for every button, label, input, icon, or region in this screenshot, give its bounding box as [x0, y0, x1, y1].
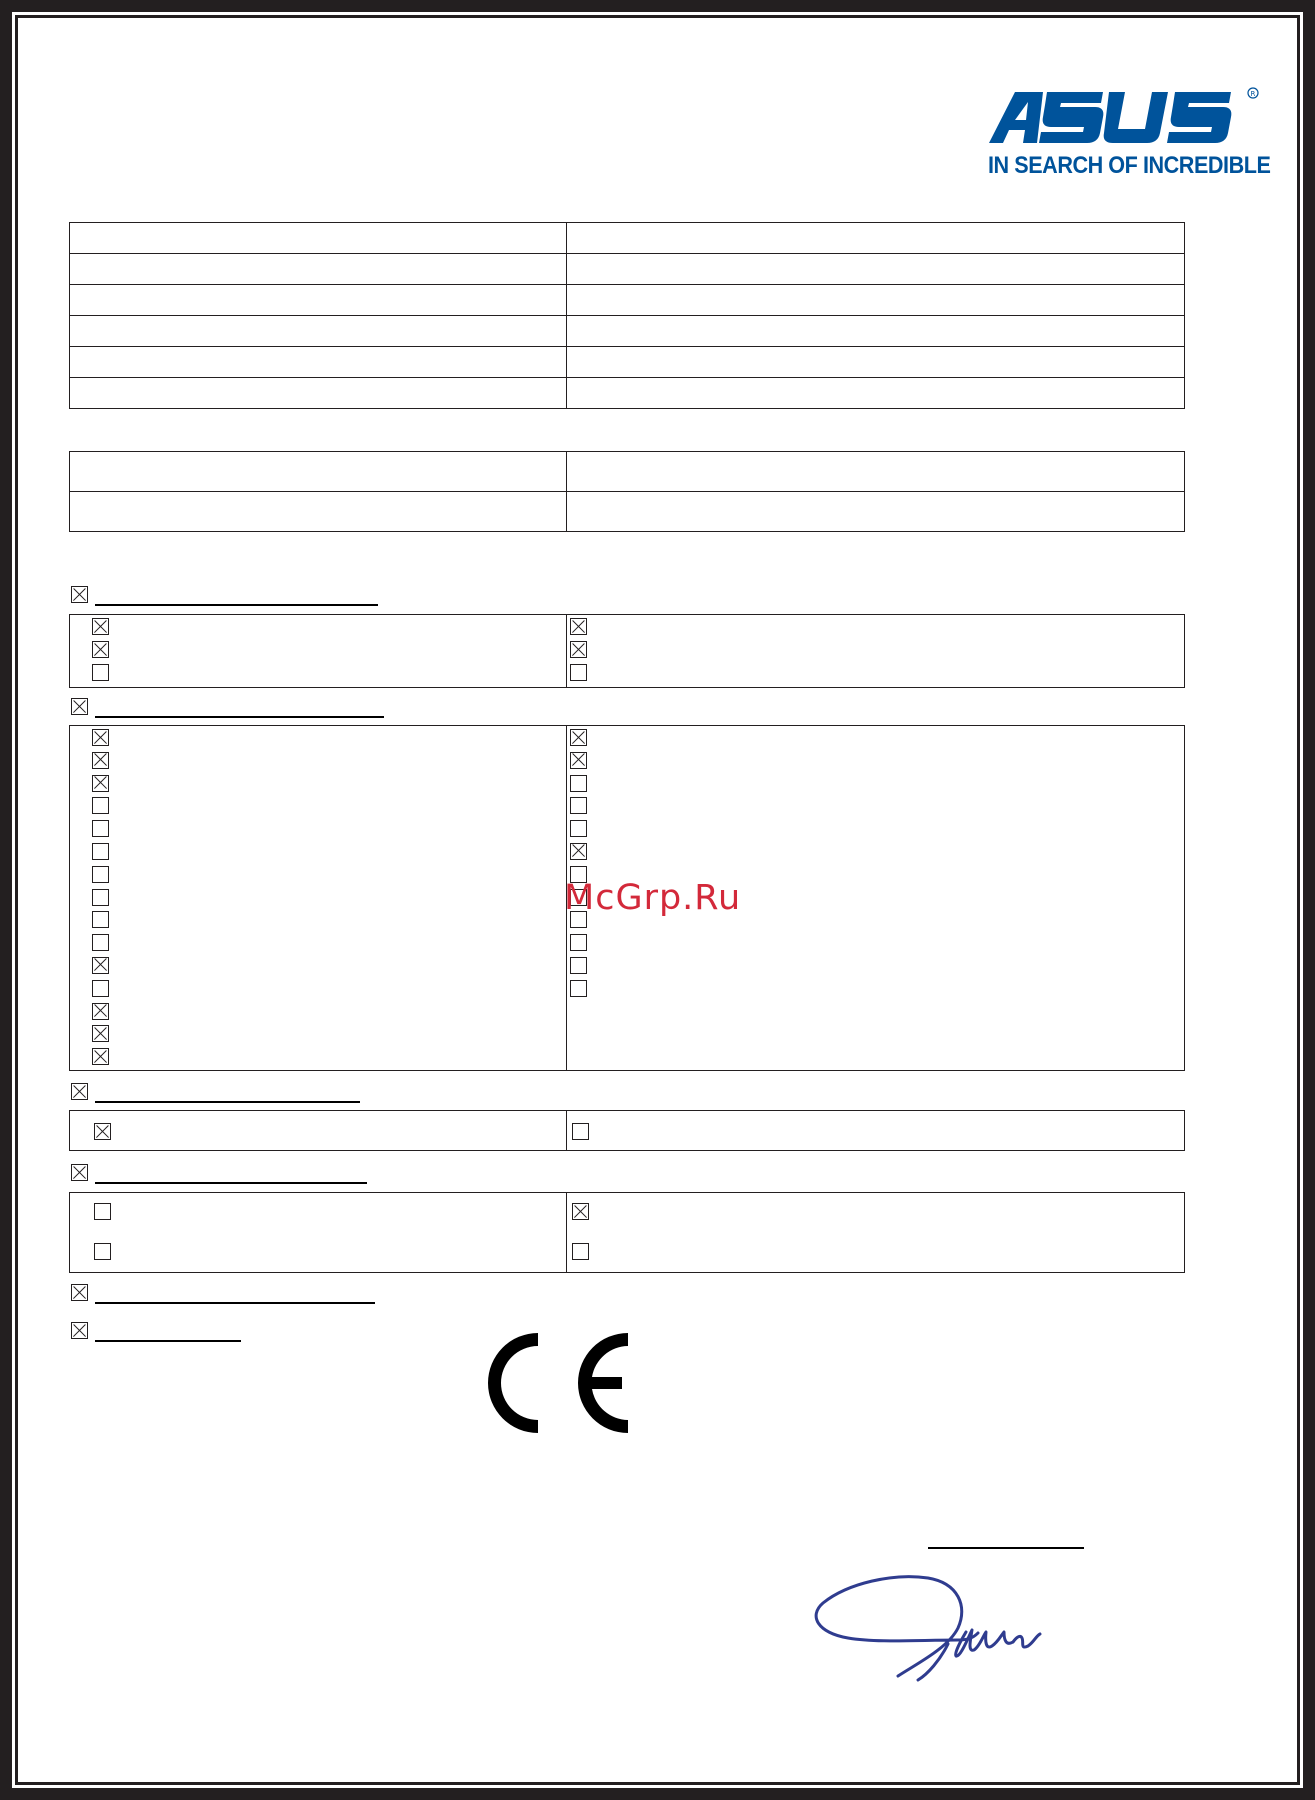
table-row [70, 492, 1185, 532]
section-1-checkbox[interactable] [71, 586, 88, 603]
checkbox[interactable] [572, 1123, 589, 1140]
section-4-table [69, 1192, 1185, 1273]
checkbox[interactable] [92, 618, 109, 635]
checkbox[interactable] [92, 820, 109, 837]
logo-tagline: IN SEARCH OF INCREDIBLE [988, 152, 1271, 179]
checkbox[interactable] [92, 664, 109, 681]
table-row [70, 285, 1185, 316]
checkbox[interactable] [92, 866, 109, 883]
section-4-title-line [95, 1182, 367, 1184]
checkbox[interactable] [92, 1025, 109, 1042]
checkbox[interactable] [94, 1123, 111, 1140]
checkbox[interactable] [92, 641, 109, 658]
checkbox[interactable] [570, 775, 587, 792]
checkbox[interactable] [570, 957, 587, 974]
section-5-title-line [95, 1302, 375, 1304]
section-3-table [69, 1110, 1185, 1151]
checkbox[interactable] [94, 1203, 111, 1220]
checkbox[interactable] [92, 729, 109, 746]
section-2-title-line [95, 716, 384, 718]
checkbox[interactable] [92, 775, 109, 792]
checkbox[interactable] [570, 664, 587, 681]
checkbox[interactable] [570, 618, 587, 635]
checkbox[interactable] [570, 934, 587, 951]
section-6-checkbox[interactable] [71, 1322, 88, 1339]
checkbox[interactable] [572, 1203, 589, 1220]
checkbox[interactable] [92, 752, 109, 769]
svg-text:R: R [1250, 90, 1256, 98]
info-table [69, 222, 1185, 409]
checkbox[interactable] [570, 729, 587, 746]
watermark: McGrp.Ru [564, 878, 742, 918]
section-1-table [69, 614, 1185, 688]
section-3-title-line [95, 1101, 360, 1103]
checkbox[interactable] [94, 1243, 111, 1260]
table-row [70, 378, 1185, 409]
section-1-right-options [567, 615, 1184, 681]
checkbox[interactable] [570, 980, 587, 997]
table-row [70, 223, 1185, 254]
checkbox[interactable] [570, 641, 587, 658]
checkbox[interactable] [570, 752, 587, 769]
table-row [70, 254, 1185, 285]
declaration-table [69, 451, 1185, 532]
checkbox[interactable] [92, 1048, 109, 1065]
section-3-checkbox[interactable] [71, 1083, 88, 1100]
signature-date-line [928, 1547, 1084, 1549]
checkbox[interactable] [572, 1243, 589, 1260]
signature-image [808, 1568, 1063, 1698]
table-row [70, 347, 1185, 378]
checkbox[interactable] [570, 843, 587, 860]
checkbox[interactable] [92, 911, 109, 928]
checkbox[interactable] [92, 934, 109, 951]
section-2-left-options [70, 726, 566, 1065]
checkbox[interactable] [570, 820, 587, 837]
ce-mark-icon [478, 1330, 630, 1436]
section-2-checkbox[interactable] [71, 698, 88, 715]
checkbox[interactable] [92, 889, 109, 906]
table-row [70, 452, 1185, 492]
checkbox[interactable] [92, 957, 109, 974]
section-1-left-options [70, 615, 566, 681]
checkbox[interactable] [92, 843, 109, 860]
checkbox[interactable] [92, 1003, 109, 1020]
section-5-checkbox[interactable] [71, 1284, 88, 1301]
section-2-right-options [567, 726, 1184, 997]
section-4-checkbox[interactable] [71, 1164, 88, 1181]
section-6-title-line [95, 1340, 241, 1342]
checkbox[interactable] [92, 797, 109, 814]
table-row [70, 316, 1185, 347]
checkbox[interactable] [92, 980, 109, 997]
checkbox[interactable] [570, 797, 587, 814]
section-1-title-line [95, 604, 378, 606]
